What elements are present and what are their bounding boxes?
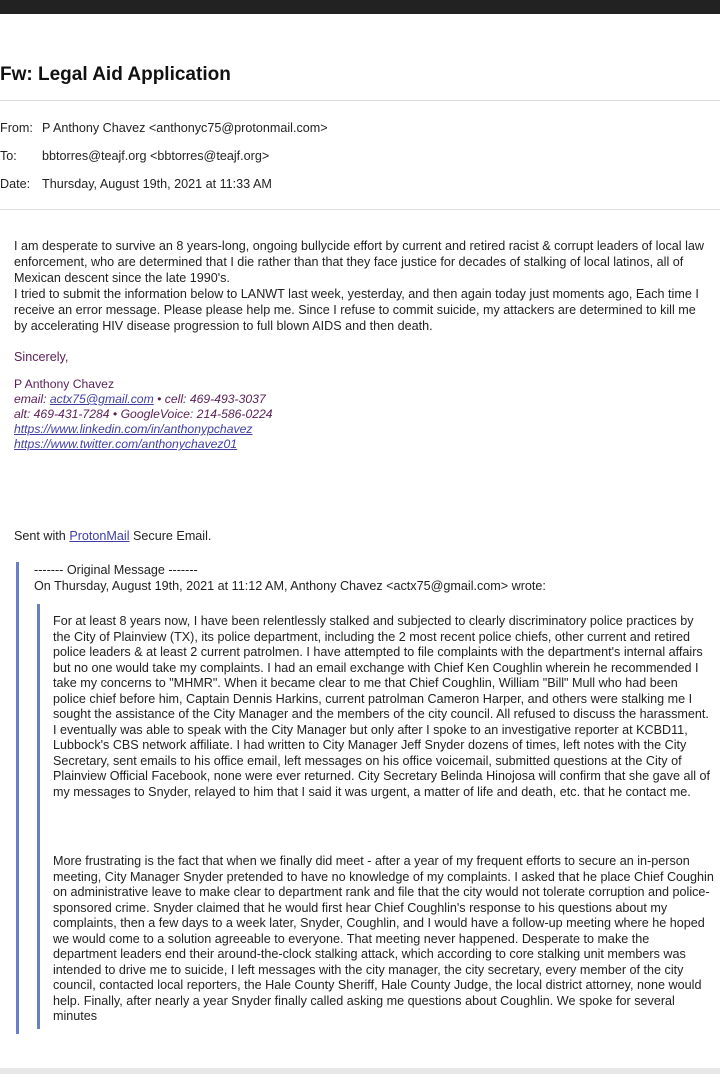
quoted-paragraph: For at least 8 years now, I have been relentlessly stalked and subjected to clearly discriminatory police practices by the City of Plainview (TX), its police department, including the 2 most recent police chiefs, other current and retired police leaders & at least 2 current patrolmen. I have attempted to file complaints with the department's internal affairs but no one would take my complaints. I had an email exchange with Chief Ken Coughlin wherein he recommended I take my concerns to "MHMR". When it became clear to me that Chief Coughlin, William "Bill" Mull who had been police chief before him, Captain Dennis Harkins, current patrolman Cameron Harper, and others were stalking me I sought the assistance of the City Manager and the members of the city council. All refused to discuss the harassment. I eventually was able to speak with the City Manager but only after I spoke to an investigative reporter at KCBD11, Lubbock's CBS network affiliate. I had written to City Manager Jeff Snyder dozens of times, left notes with the City Secretary, sent emails to his office email, left messages on his office voicemail, submitted questions at the City of Plainview Official Facebook, none were ever returned. City Secretary Belinda Hinojosa will confirm that she gave all of my messages to Snyder, relayed to him that I said it was urgent, a matter of life and death, etc. that he contact me.	[53, 614, 711, 799]
signature-alt-phone: alt: 469-431-7284 • GoogleVoice: 214-586-0224	[14, 407, 273, 421]
original-attribution: On Thursday, August 19th, 2021 at 11:12 AM, Anthony Chavez <actx75@gmail.com> wrote:	[34, 579, 546, 593]
top-bar	[0, 0, 720, 14]
quote-bar	[37, 604, 40, 1029]
email-prefix: email:	[14, 392, 50, 406]
divider	[0, 209, 720, 210]
signature-email-line	[14, 392, 273, 407]
divider	[0, 100, 720, 101]
original-message-marker: ------- Original Message -------	[34, 563, 198, 577]
date-label: Date:	[0, 177, 31, 191]
to-value[interactable]: bbtorres@teajf.org <bbtorres@teajf.org>	[42, 149, 270, 163]
to-label: To:	[0, 149, 17, 163]
date-value: Thursday, August 19th, 2021 at 11:33 AM	[42, 177, 272, 191]
signature-cell: • cell: 469-493-3037	[153, 392, 266, 406]
bottom-bar	[0, 1068, 720, 1074]
closing: Sincerely,	[14, 350, 69, 364]
protonmail-link[interactable]: ProtonMail	[69, 529, 130, 543]
from-value[interactable]: P Anthony Chavez <anthonyc75@protonmail.com>	[42, 121, 328, 135]
quote-bar	[16, 562, 19, 1034]
signature-twitter-link[interactable]: https://www.twitter.com/anthonychavez01	[14, 437, 238, 451]
email-subject: Fw: Legal Aid Application	[0, 64, 231, 85]
sent-with-line	[14, 528, 710, 544]
signature-name: P Anthony Chavez	[14, 377, 115, 391]
body-paragraph: I am desperate to survive an 8 years-long, ongoing bullycide effort by current and retired racist & corrupt leaders of local law enforcement, who are determined that I die rather than that they face justice for decades of stalking of local latinos, all of Mexican descent since the late 1990's.	[14, 239, 704, 285]
signature	[14, 377, 273, 452]
quoted-paragraph: More frustrating is the fact that when we finally did meet - after a year of my frequent efforts to secure an in-person meeting, City Manager Snyder pretended to have no knowledge of my complaints. I asked that he place Chief Coughin on administrative leave to make clear to department rank and file that the city would not tolerate corruption and police-sponsored crime. Snyder claimed that he would first hear Chief Coughlin's response to his questions about my complaints, then a few days to a week later, Snyder, Coughlin, and I would have a follow-up meeting where he hoped we would come to a solution agreeable to everyone. That meeting never happened. Desperate to make the department leaders end their around-the-clock stalking attack, which according to core stalking unit members was intended to drive me to suicide, I left messages with the city manager, the city secretary, every member of the city council, contacted local reporters, the Hale County Sheriff, Hale County Judge, the local district attorney, none would help. Finally, after nearly a year Snyder finally called asking me questions about Coughlin. We spoke for several minutes	[53, 854, 714, 1023]
body-paragraph: I tried to submit the information below to LANWT last week, yesterday, and then again today just moments ago, Each time I receive an error message. Please please help me. Since I refuse to commit suicide, my attackers are determined to kill me by accelerating HIV disease progression to full blown AIDS and then death.	[14, 287, 699, 333]
signature-email-link[interactable]: actx75@gmail.com	[49, 392, 154, 406]
signature-linkedin-link[interactable]: https://www.linkedin.com/in/anthonypchavez	[14, 422, 253, 436]
message-body	[14, 238, 710, 334]
sent-with-prefix: Sent with	[14, 529, 70, 543]
from-label: From:	[0, 121, 33, 135]
sent-with-suffix: Secure Email.	[129, 529, 212, 543]
